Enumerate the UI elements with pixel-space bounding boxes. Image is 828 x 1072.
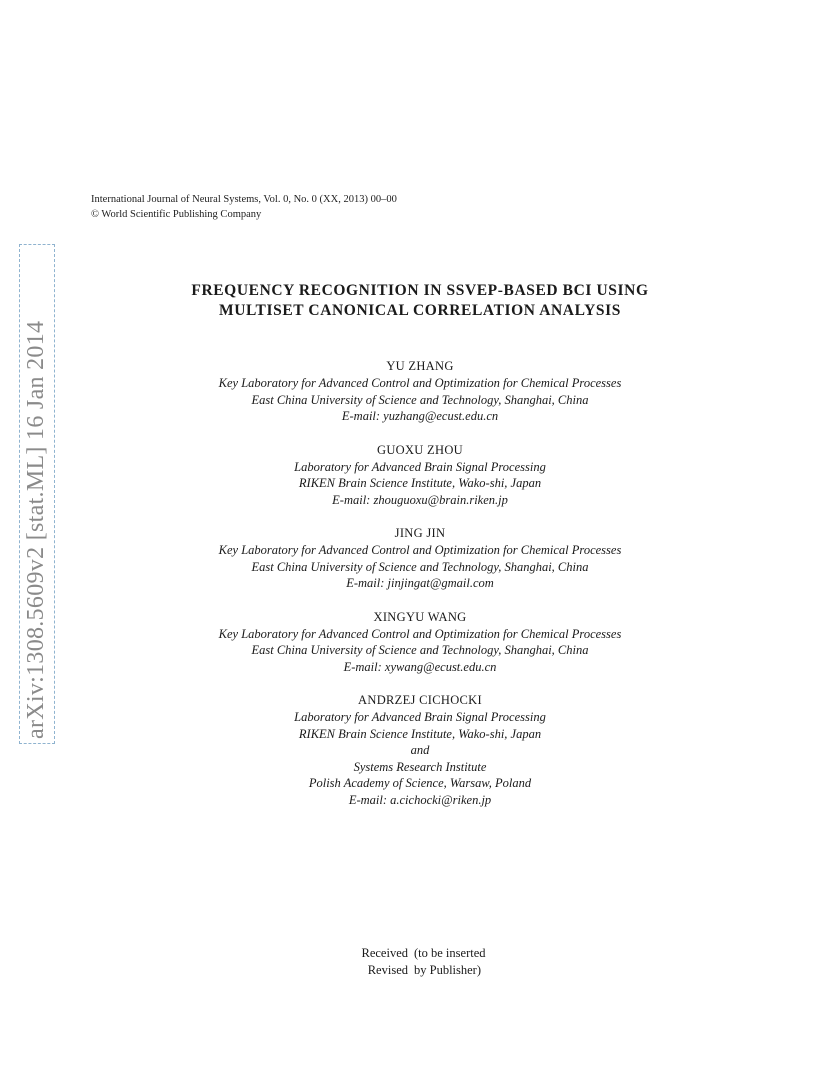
paper-title — [0, 281, 828, 321]
affiliation-line: Key Laboratory for Advanced Control and Optimization for Chemical Processes — [218, 376, 622, 390]
affiliation-line: RIKEN Brain Science Institute, Wako-shi, Japan — [298, 726, 542, 741]
affiliation-conjunction: and — [410, 743, 430, 757]
author-name: ANDRZEJ CICHOCKI — [358, 693, 482, 707]
affiliation-line: Key Laboratory for Advanced Control and Optimization for Chemical Processes — [218, 626, 622, 641]
author-name: YU ZHANG — [386, 359, 454, 373]
affiliation-line: Polish Academy of Science, Warsaw, Poland — [308, 776, 532, 790]
revised-value: by Publisher) — [414, 962, 482, 977]
title-line-1: FREQUENCY RECOGNITION IN SSVEP-BASED BCI USING — [191, 282, 649, 299]
author-email: E-mail: xywang@ecust.edu.cn — [343, 659, 497, 674]
author-email: E-mail: a.cichocki@riken.jp — [348, 792, 492, 807]
affiliation-line: Laboratory for Advanced Brain Signal Processing — [294, 710, 546, 724]
affiliation-line: East China University of Science and Technology, Shanghai, China — [251, 392, 589, 407]
publisher-copyright: © World Scientific Publishing Company — [91, 209, 262, 220]
author-name: JING JIN — [394, 526, 446, 540]
author-block — [0, 358, 828, 425]
author-name: GUOXU ZHOU — [377, 442, 463, 457]
author-block — [0, 692, 828, 808]
revised-row — [0, 962, 828, 979]
author-list — [0, 358, 828, 825]
received-revised-block — [0, 945, 828, 978]
affiliation-line: East China University of Science and Technology, Shanghai, China — [251, 559, 589, 574]
received-row — [0, 945, 828, 962]
revised-label: Revised — [367, 962, 408, 977]
affiliation-line: Systems Research Institute — [353, 759, 487, 774]
received-value: (to be inserted — [414, 946, 486, 960]
author-email: E-mail: zhouguoxu@brain.riken.jp — [332, 492, 508, 507]
received-label: Received — [361, 946, 408, 960]
author-block — [0, 442, 828, 509]
affiliation-line: Laboratory for Advanced Brain Signal Processing — [294, 459, 546, 474]
affiliation-line: RIKEN Brain Science Institute, Wako-shi, Japan — [298, 476, 542, 490]
author-email: E-mail: yuzhang@ecust.edu.cn — [341, 409, 499, 423]
author-email: E-mail: jinjingat@gmail.com — [346, 576, 494, 590]
author-name: XINGYU WANG — [373, 609, 467, 624]
affiliation-line: Key Laboratory for Advanced Control and Optimization for Chemical Processes — [218, 543, 622, 557]
author-block — [0, 525, 828, 592]
journal-header — [91, 192, 397, 222]
author-block — [0, 609, 828, 676]
journal-citation: International Journal of Neural Systems, Vol. 0, No. 0 (XX, 2013) 00–00 — [91, 194, 397, 205]
title-line-2: MULTISET CANONICAL CORRELATION ANALYSIS — [219, 302, 621, 319]
affiliation-line: East China University of Science and Technology, Shanghai, China — [251, 643, 589, 657]
arxiv-stamp: arXiv:1308.5609v2 [stat.ML] 16 Jan 2014 — [19, 244, 55, 744]
